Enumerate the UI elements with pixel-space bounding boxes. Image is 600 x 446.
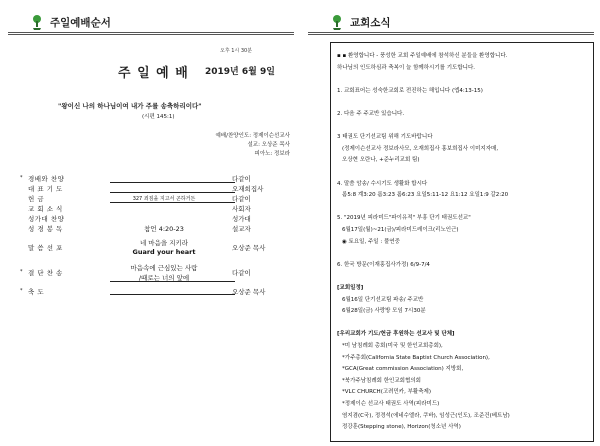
section-title: 교회소식 bbox=[350, 16, 391, 29]
news-line: ▪ ▪ 환영합니다 - 풍성한 교회 주일예배에 참석하신 분들을 환영합니다. bbox=[337, 53, 508, 59]
underline bbox=[110, 192, 235, 193]
service-time: 오후 1시 30분 bbox=[220, 48, 253, 54]
staff-line: 피아노: 정보라 bbox=[254, 151, 290, 157]
order-leader: 다같이 bbox=[232, 195, 251, 203]
news-line: (정제이슨선교사 정보라사모, 오재희집사 홍보희집사 이미지자매, bbox=[342, 145, 499, 152]
scripture-reference: (시편 145:1) bbox=[142, 114, 175, 120]
underline bbox=[110, 182, 235, 183]
service-date: 2019년 6월 9일 bbox=[205, 67, 275, 77]
order-label: 경배와 찬양 bbox=[28, 175, 65, 183]
underline bbox=[110, 202, 235, 203]
service-title: 주 일 예 배 bbox=[118, 66, 189, 81]
news-line: *VLC CHURCH(고려민카, 부활축제) bbox=[342, 389, 431, 396]
news-line: 5. "2019년 피라미드"파이유적" 부흥 단기 태권도선교" bbox=[337, 215, 471, 222]
divider bbox=[8, 32, 294, 35]
plant-icon bbox=[330, 14, 344, 30]
order-detail: 참언 4:20-23 bbox=[144, 225, 184, 233]
news-line: 롬5:8 계3:20 롬3:23 롬6:23 요일5:11-12 요1:12 요일1:9 갈2:20 bbox=[342, 192, 509, 199]
order-leader: 사회자 bbox=[232, 205, 251, 213]
section-header bbox=[30, 14, 111, 30]
order-bullet: * bbox=[20, 269, 23, 275]
church-news-page bbox=[300, 0, 600, 446]
order-leader: 다같이 bbox=[232, 269, 251, 277]
news-line: *GCA(Great commission Association) 지방회, bbox=[342, 366, 464, 373]
order-label: 대 표 기 도 bbox=[28, 185, 63, 193]
news-line: 2. 다음 주 주교반 있습니다. bbox=[337, 111, 405, 117]
news-line: ◉ 토요일, 주일 : 풀연중 bbox=[342, 238, 400, 245]
order-leader: 오재희집사 bbox=[232, 185, 264, 193]
order-label: 축 도 bbox=[28, 288, 45, 296]
order-label: 헌 금 bbox=[28, 195, 45, 203]
motto: "왕이신 나의 하나님이여 내가 주를 송축하리이다" bbox=[58, 102, 202, 110]
staff-line: 설교: 오상준 목사 bbox=[247, 142, 290, 148]
order-leader: 성가대 bbox=[232, 215, 251, 223]
news-line: 오상현 오란나, +준누리교회 팀) bbox=[342, 157, 420, 164]
order-label: 교 회 소 식 bbox=[28, 205, 63, 213]
news-line: [우리교회가 기도/헌금 후원하는 선교사 및 단체] bbox=[337, 331, 455, 338]
staff-line: 예배/찬양인도: 정제이슨선교사 bbox=[215, 133, 290, 139]
divider bbox=[308, 32, 594, 35]
underline bbox=[110, 294, 235, 295]
order-leader: 설교자 bbox=[232, 225, 251, 233]
order-leader: 오상준 목사 bbox=[232, 244, 266, 252]
order-leader: 다같이 bbox=[232, 175, 251, 183]
order-label: 결 단 찬 송 bbox=[28, 269, 63, 277]
sermon-title-english: Guard your heart bbox=[132, 248, 196, 256]
order-detail: 마음속에 근심있는 사람 bbox=[130, 264, 198, 272]
order-bullet: * bbox=[20, 175, 23, 181]
order-leader: 오상준 목사 bbox=[232, 288, 266, 296]
news-line: 6월17일(월)~21(금)/피라미드레이크(리노인근) bbox=[342, 227, 459, 233]
news-line: 6. 한국 방문(이재홍집사가정) 6/9-7/4 bbox=[337, 261, 430, 268]
sermon-title: 네 마음을 지키라 bbox=[139, 239, 189, 247]
news-line: 정강훈(Stepping stone), Horizon(청소년 사역) bbox=[342, 424, 461, 431]
order-detail: 327 죄짐을 지고서 곤하거든 bbox=[132, 196, 196, 202]
order-label: 성 경 봉 독 bbox=[28, 225, 63, 233]
section-title: 주일예배순서 bbox=[50, 16, 111, 29]
news-line: *북가주남침례회 한인교회협의회 bbox=[342, 377, 421, 384]
section-header bbox=[330, 14, 391, 30]
news-line: *미 남침례회 총회(미국 및 한인교회총회), bbox=[342, 343, 443, 349]
news-line: 6월16일 단기선교팀 파송/ 주교반 bbox=[342, 296, 424, 303]
order-bullet: * bbox=[20, 288, 23, 294]
news-line: *정제이슨 선교사 태권도 사역(피라미드) bbox=[342, 401, 440, 407]
order-detail: /때로는 너의 앞에 bbox=[138, 274, 190, 282]
news-line: 하나님의 인도하심과 축복이 늘 함께하시기를 기도합니다. bbox=[337, 64, 476, 71]
order-label: 말 씀 선 포 bbox=[28, 244, 63, 252]
news-line: 3 태권도 단기선교팀 위해 기도바랍니다 bbox=[337, 134, 433, 141]
news-line: *가주총회(California State Baptist Church Association), bbox=[342, 354, 490, 361]
plant-icon bbox=[30, 14, 44, 30]
news-line: 4. 말씀 암송/ 수시기도 생활화 합시다 bbox=[337, 180, 428, 187]
news-line: 염지겸(C국), 정경석(에네수엘라, 쿠바), 임성근(인도), 조준건(베트남) bbox=[342, 412, 510, 419]
news-line: 1. 교회표어는 성숙한교회로 전진하는 해입니다 (엡4:13-15) bbox=[337, 87, 483, 94]
news-line: [교회일정] bbox=[337, 285, 364, 291]
news-line: 6월28일(금) 사랑방 모임 7시30분 bbox=[342, 308, 426, 315]
underline bbox=[110, 281, 235, 282]
order-label: 성가대 찬양 bbox=[28, 215, 65, 223]
